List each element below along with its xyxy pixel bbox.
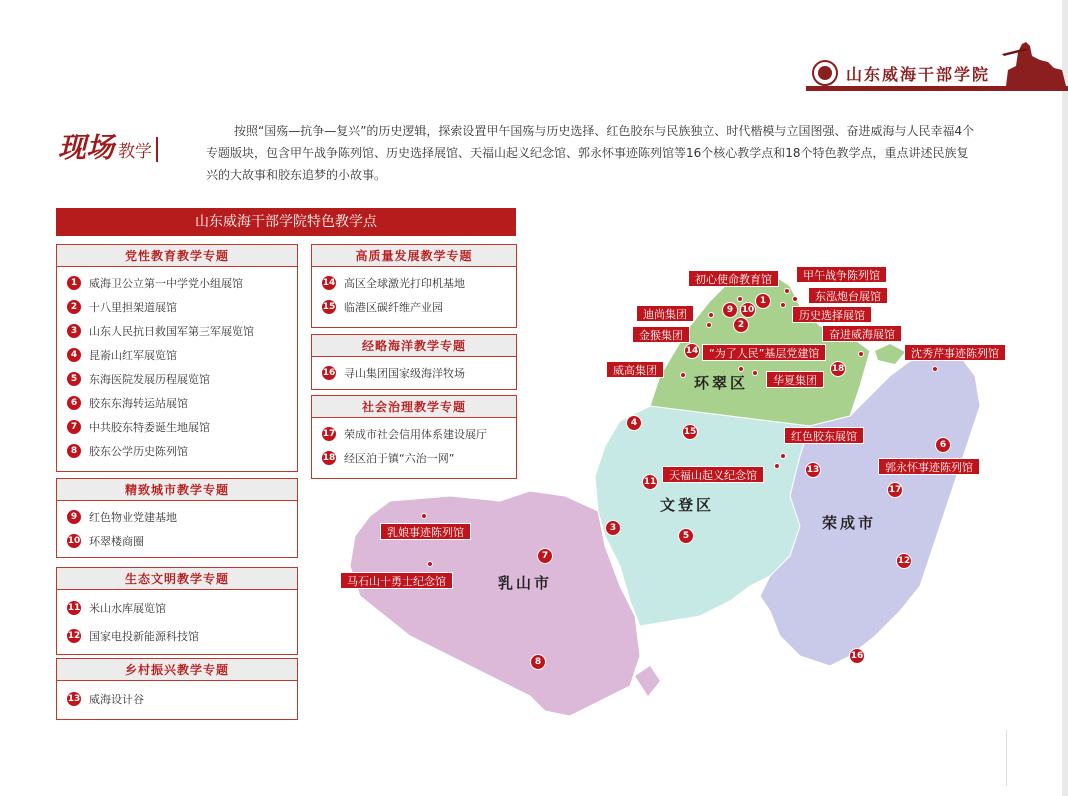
divider	[1006, 730, 1007, 786]
group-rural	[56, 658, 298, 720]
map-number-5: 5	[678, 528, 694, 544]
list-item: 1 威海卫公立第一中学党小组展馆	[57, 271, 297, 295]
map-number-17: 17	[887, 482, 903, 498]
group-title: 经略海洋教学专题	[312, 335, 516, 357]
map-number-2: 2	[733, 317, 749, 333]
list-item: 11 米山水库展览馆	[67, 602, 166, 615]
map-tag: 沈秀芹事迹陈列馆	[904, 344, 1006, 361]
list-item: 13 威海设计谷	[67, 693, 144, 706]
list-item: 6 胶东东海转运站展馆	[57, 391, 297, 415]
map-tag: 红色胶东展馆	[784, 427, 864, 444]
list-item: 12 国家电投新能源科技馆	[67, 630, 199, 643]
map-number-13: 13	[805, 462, 821, 478]
map-tag: 甲午战争陈列馆	[796, 266, 887, 283]
map-marker-dot	[737, 296, 743, 302]
map-marker-dot	[421, 513, 427, 519]
list-item: 5 东海医院发展历程展览馆	[57, 367, 297, 391]
map-tag: 马石山十勇士纪念馆	[340, 572, 453, 589]
map-marker-dot	[427, 561, 433, 567]
academy-title: 山东威海干部学院	[846, 65, 991, 84]
map-marker-dot	[738, 366, 744, 372]
map-marker-dot	[752, 370, 758, 376]
map-number-9: 9	[722, 302, 738, 318]
map-tag: 初心使命教育馆	[688, 270, 779, 287]
list-item: 2 十八里担架道展馆	[57, 295, 297, 319]
region-label-huancui: 环翠区	[694, 374, 749, 392]
map-tag: 东泓炮台展馆	[808, 287, 888, 304]
map-number-10: 10	[740, 302, 756, 318]
map-marker-dot	[932, 366, 938, 372]
region-label-wendeng: 文登区	[660, 496, 715, 514]
map-marker-dot	[774, 463, 780, 469]
group-title: 社会治理教学专题	[312, 396, 516, 418]
intro-paragraph: 按照“国殇—抗争—复兴”的历史逻辑，探索设置甲午国殇与历史选择、红色胶东与民族独立、时代楷模与立国图强、奋进威海与人民幸福4个专题版块，包含甲午战争陈列馆、历史选择展馆、天福山起义纪念馆、郭永怀事迹陈列馆等16个核心教学点和18个特色教学点，重点讲述民族复兴的大故事和胶东追梦的小故事。	[206, 124, 975, 182]
map-number-11: 11	[642, 474, 658, 490]
list-item: 18 经区泊于镇“六治一网”	[322, 452, 455, 465]
panel-title: 山东威海干部学院特色教学点	[56, 208, 516, 236]
map-marker-dot	[680, 372, 686, 378]
map-marker-dot	[858, 351, 864, 357]
list-item: 17 荣成市社会信用体系建设展厅	[322, 428, 487, 441]
group-party-education	[56, 244, 298, 472]
map-number-16: 16	[849, 648, 865, 664]
map-number-18: 18	[830, 361, 846, 377]
section-label	[58, 126, 158, 166]
map-number-15: 15	[682, 424, 698, 440]
list-item: 10 环翠楼商圈	[67, 535, 144, 548]
map-marker-dot	[780, 302, 786, 308]
map-number-12: 12	[896, 553, 912, 569]
region-label-rongcheng: 荣成市	[822, 514, 877, 532]
map-tag: 迪尚集团	[636, 305, 694, 322]
group-title: 乡村振兴教学专题	[57, 659, 297, 681]
list-item: 9 红色物业党建基地	[57, 505, 297, 529]
map-tag: 乳娘事迹陈列馆	[380, 523, 471, 540]
group-title: 生态文明教学专题	[57, 568, 297, 590]
map-number-1: 1	[755, 293, 771, 309]
group-title: 精致城市教学专题	[57, 479, 297, 501]
map-number-14: 14	[684, 343, 700, 359]
group-title: 党性教育教学专题	[57, 245, 297, 267]
map-marker-dot	[708, 312, 714, 318]
map-tag: 郭永怀事迹陈列馆	[878, 458, 980, 475]
map-tag: 历史选择展馆	[792, 306, 872, 323]
section-label-small: 教学	[118, 137, 158, 162]
map-marker-dot	[780, 453, 786, 459]
list-item: 14 高区全球激光打印机基地	[322, 277, 465, 290]
map-marker-dot	[792, 296, 798, 302]
group-title: 高质量发展教学专题	[312, 245, 516, 267]
map-number-7: 7	[537, 548, 553, 564]
map-tag: 奋进威海展馆	[822, 325, 902, 342]
map-tag: 天福山起义纪念馆	[662, 466, 764, 483]
list-item: 16 寻山集团国家级海洋牧场	[322, 367, 465, 380]
map-tag: “为了人民”基层党建馆	[702, 344, 826, 361]
header-band	[806, 86, 1068, 91]
map-tag: 威高集团	[606, 361, 664, 378]
page-edge	[1062, 0, 1068, 796]
list-item: 8 胶东公学历史陈列馆	[57, 439, 297, 463]
map-number-4: 4	[626, 415, 642, 431]
monument-icon	[996, 40, 1066, 86]
section-label-big: 现场	[58, 131, 115, 164]
list-item: 3 山东人民抗日救国军第三军展览馆	[57, 319, 297, 343]
map-number-6: 6	[935, 437, 951, 453]
map-marker-dot	[784, 288, 790, 294]
academy-logo-icon	[812, 60, 838, 86]
map-tag: 华夏集团	[766, 371, 824, 388]
list-item: 7 中共胶东特委诞生地展馆	[57, 415, 297, 439]
group-ecology	[56, 567, 298, 655]
map-tag: 金猴集团	[632, 326, 690, 343]
region-label-rushan: 乳山市	[498, 574, 553, 592]
group-refined-city	[56, 478, 298, 558]
map-marker-dot	[706, 322, 712, 328]
list-item: 4 昆嵛山红军展览馆	[57, 343, 297, 367]
list-item: 15 临港区碳纤维产业园	[322, 301, 443, 314]
map-number-8: 8	[530, 654, 546, 670]
map-number-3: 3	[605, 520, 621, 536]
